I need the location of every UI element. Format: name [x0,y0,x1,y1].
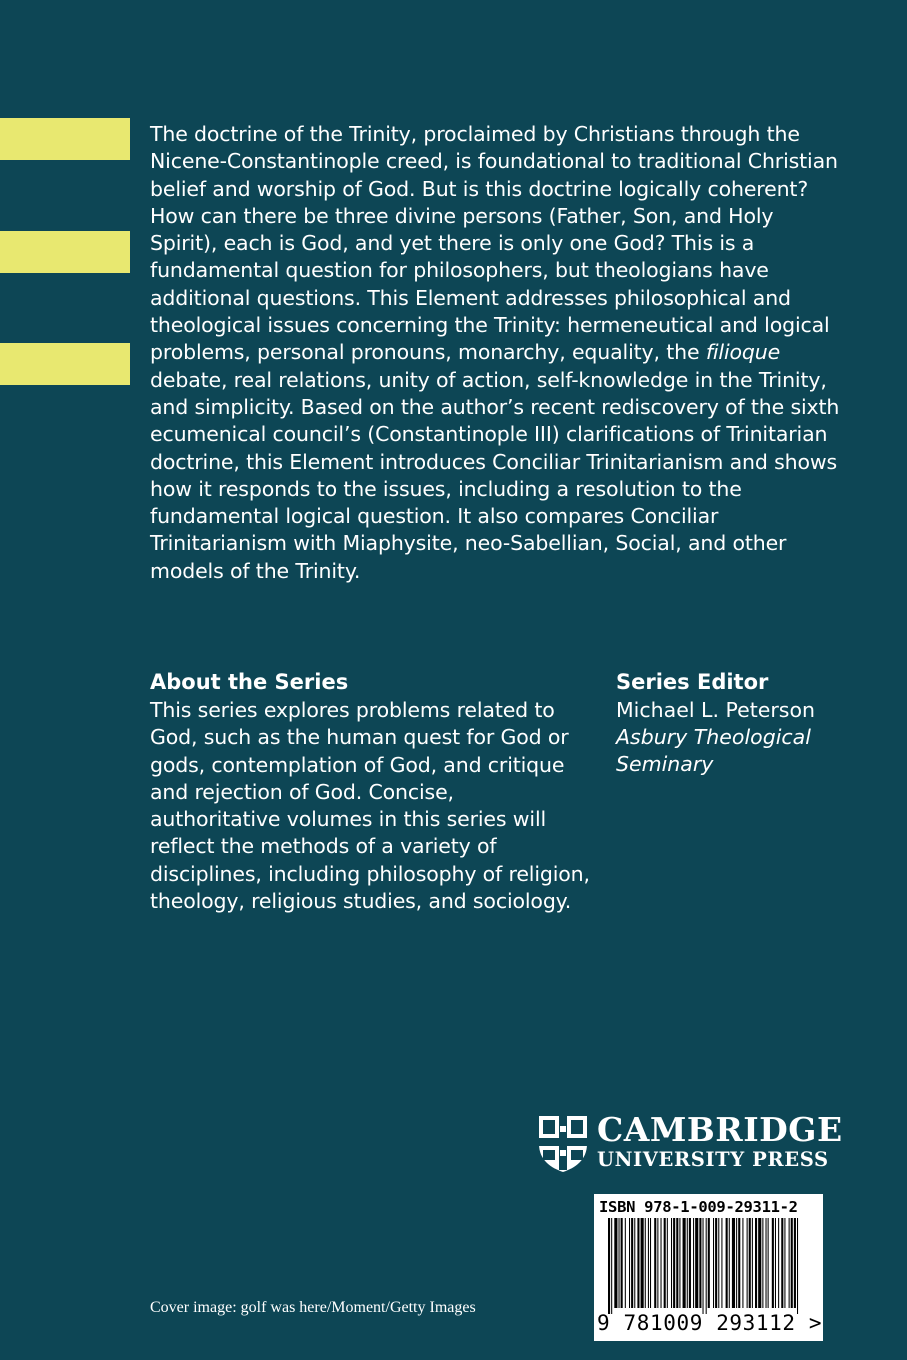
barcode-bar [667,1218,668,1308]
barcode-bar [747,1218,748,1308]
barcode-bar [738,1218,740,1308]
barcode-bar [706,1218,707,1314]
barcode-bar [742,1218,743,1308]
barcode-bar [645,1218,646,1308]
barcode-bar [650,1218,651,1308]
publisher-name: CAMBRIDGE [597,1110,843,1149]
accent-bar-top [0,118,130,160]
cover-image-credit: Cover image: golf was here/Moment/Getty Images [150,1299,476,1316]
barcode-bar [778,1218,779,1308]
barcode-bar [631,1218,633,1308]
barcode-bar [679,1218,680,1308]
barcode-bar [789,1218,790,1308]
barcode-bar [621,1218,623,1308]
barcode-bar [784,1218,785,1308]
barcode-bar [661,1218,662,1308]
barcode-bar [775,1218,776,1308]
publisher-logo [537,1110,843,1176]
about-series-text: This series explores problems related to God, such as the human quest for God or gods, contemplation of God, and critique and rejection of God. Concise, authoritative volumes in this series will reflect the methods of a variety of disciplines, including philosophy of religion, theology, religious studies, and sociology. [150,698,590,914]
barcode-bar [791,1218,793,1308]
barcode-bar [762,1218,763,1308]
barcode-bar [726,1218,728,1308]
barcode-bar [703,1218,704,1314]
barcode-bar [794,1218,796,1308]
barcode-bar [611,1218,612,1314]
about-series-heading: About the Series [150,670,349,694]
barcode-bar [721,1218,722,1308]
barcode-graphic [598,1218,808,1314]
crest-icon [537,1114,589,1174]
barcode-bar [689,1218,691,1308]
barcode-bar [676,1218,678,1308]
barcode-bar [758,1218,761,1308]
barcode-bar [619,1218,620,1308]
isbn-digits: 9 781009 293112 > [597,1311,823,1335]
barcode-bar [671,1218,672,1308]
barcode-bar [641,1218,644,1308]
barcode-bar [732,1218,735,1308]
description-part-2: debate, real relations, unity of action, self-knowledge in the Trinity, and simplicity. Based on the author’s recent rediscovery of the sixth ecumenical council’s (Constantinople III) clarifications of Trinitarian doctrine, this Element introduces Conciliar Trinitarianism and shows how it responds to the issues, including a resolution to the fundamental logical question. It also compares Conciliar Trinitarianism with Miaphysite, neo-Sabellian, Social, and other models of the Trinity. [150,367,840,583]
barcode-bar [755,1218,757,1308]
accent-bar-bottom [0,343,130,385]
barcode-bar [729,1218,730,1308]
barcode-bar [718,1218,719,1308]
barcode-bar [648,1218,649,1308]
barcode-bar [664,1218,666,1308]
barcode-bar [736,1218,737,1308]
barcode-bar [797,1218,798,1314]
barcode-bar [673,1218,675,1308]
barcode-bar [608,1218,610,1314]
publisher-subname: UNIVERSITY PRESS [597,1148,829,1171]
barcode-bar [625,1218,626,1308]
barcode-bar [629,1218,630,1308]
barcode-bar [683,1218,686,1308]
isbn-barcode [594,1194,823,1341]
description-part-1: The doctrine of the Trinity, proclaimed by Christians through the Nicene-Constantinople creed, is foundational to traditional Christian belief and worship of God. But is this doctrine logically coherent? How can there be three divine persons (Father, Son, and Holy Spirit), each is God, and yet there is only one God? This is a fundamental question for philosophers, but theologians have additional questions. This Element addresses philosophical and theological issues concerning the Trinity: hermeneutical and logical problems, personal pronouns, monarchy, equality, the [150,122,838,365]
barcode-bar [637,1218,639,1308]
series-editor-affiliation: Asbury Theological Seminary [616,725,811,777]
barcode-bar [768,1218,769,1308]
isbn-label: ISBN 978-1-009-29311-2 [599,1198,798,1216]
series-editor-name: Michael L. Peterson [616,698,816,722]
barcode-bar [693,1218,694,1308]
barcode-bar [687,1218,688,1308]
barcode-bar [715,1218,717,1308]
accent-bar-middle [0,231,130,273]
barcode-bar [699,1218,701,1308]
description-italic-term: filioque [705,340,781,365]
barcode-bar [657,1218,658,1308]
book-description [150,121,840,585]
barcode-bar [781,1218,783,1308]
barcode-bar [708,1218,710,1308]
barcode-bar [752,1218,753,1308]
barcode-bar [614,1218,617,1308]
barcode-bar [713,1218,714,1308]
barcode-bar [766,1218,767,1308]
barcode-bar [654,1218,656,1308]
barcode-bar [772,1218,774,1308]
barcode-bar [749,1218,751,1308]
series-editor-heading: Series Editor [616,670,769,694]
barcode-bar [634,1218,635,1308]
barcode-bar [695,1218,698,1308]
